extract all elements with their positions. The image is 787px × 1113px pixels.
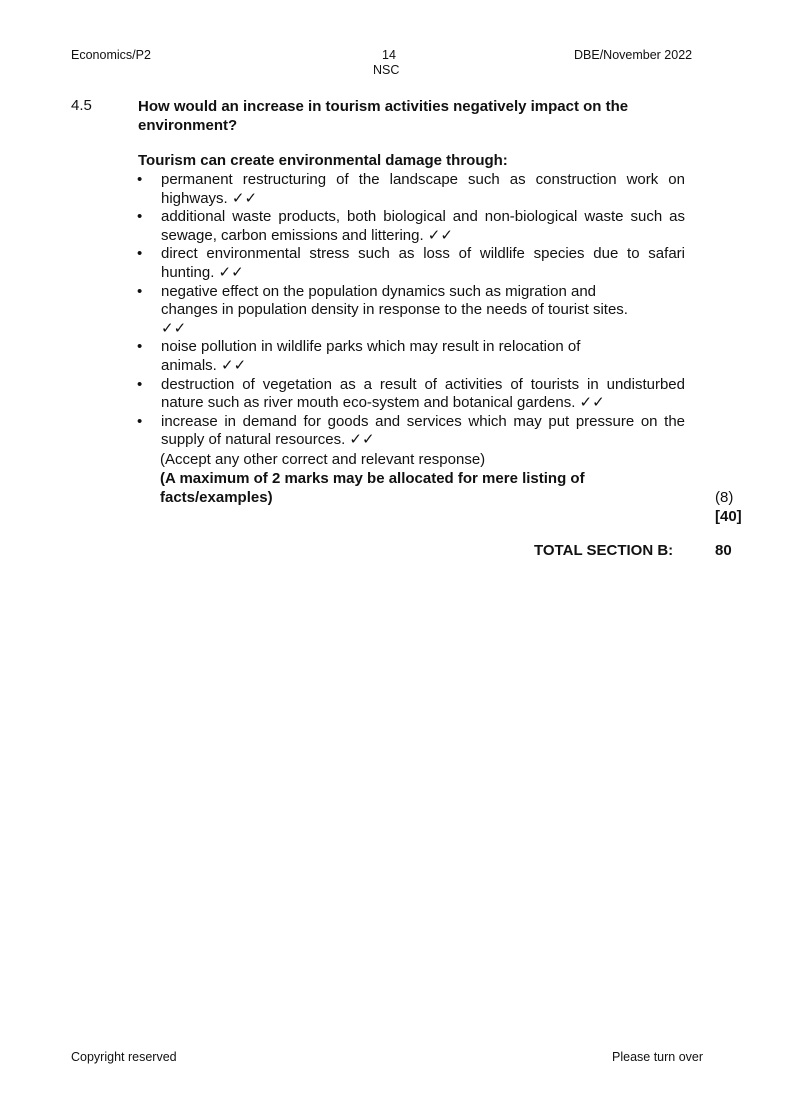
question-text-line-1: How would an increase in tourism activities negatively impact on the <box>138 98 629 115</box>
header-page-number: 14 <box>382 48 396 62</box>
list-item: • permanent restructuring of the landscape such as construction work on highways. ✓✓ <box>137 171 685 208</box>
section-total-value: 80 <box>715 542 732 559</box>
answer-intro: Tourism can create environmental damage through: <box>138 152 508 169</box>
max-marks-note-line-1: (A maximum of 2 marks may be allocated for mere listing of <box>160 470 585 487</box>
header-date: DBE/November 2022 <box>574 48 693 62</box>
list-item: • additional waste products, both biological and non-biological waste such as sewage, carbon emissions and littering. ✓✓ <box>137 208 685 245</box>
header-nsc: NSC <box>373 63 400 77</box>
list-item: • increase in demand for goods and services which may put pressure on the supply of natural resources. ✓✓ <box>137 413 685 450</box>
section-total-label: TOTAL SECTION B: <box>534 542 674 559</box>
footer-copyright: Copyright reserved <box>71 1050 177 1064</box>
question-number: 4.5 <box>71 97 92 114</box>
question-text-line-2: environment? <box>138 117 238 134</box>
list-item: • negative effect on the population dynamics such as migration and changes in population density in response to the needs of tourist sites. ✓✓ <box>137 283 631 339</box>
footer-turn-over: Please turn over <box>612 1050 704 1064</box>
header-paper-code: Economics/P2 <box>71 48 151 62</box>
list-item: • noise pollution in wildlife parks which may result in relocation of animals. ✓✓ <box>137 338 621 375</box>
question-total-marks: [40] <box>715 508 742 525</box>
question-marks: (8) <box>715 489 734 506</box>
list-item: • destruction of vegetation as a result of activities of tourists in undisturbed nature such as river mouth eco-system and botanical gardens. ✓✓ <box>137 376 685 413</box>
answer-list <box>137 171 685 450</box>
max-marks-note-line-2: facts/examples) <box>160 489 273 506</box>
accept-note: (Accept any other correct and relevant response) <box>160 451 486 468</box>
list-item: • direct environmental stress such as loss of wildlife species due to safari hunting. ✓✓ <box>137 245 685 282</box>
